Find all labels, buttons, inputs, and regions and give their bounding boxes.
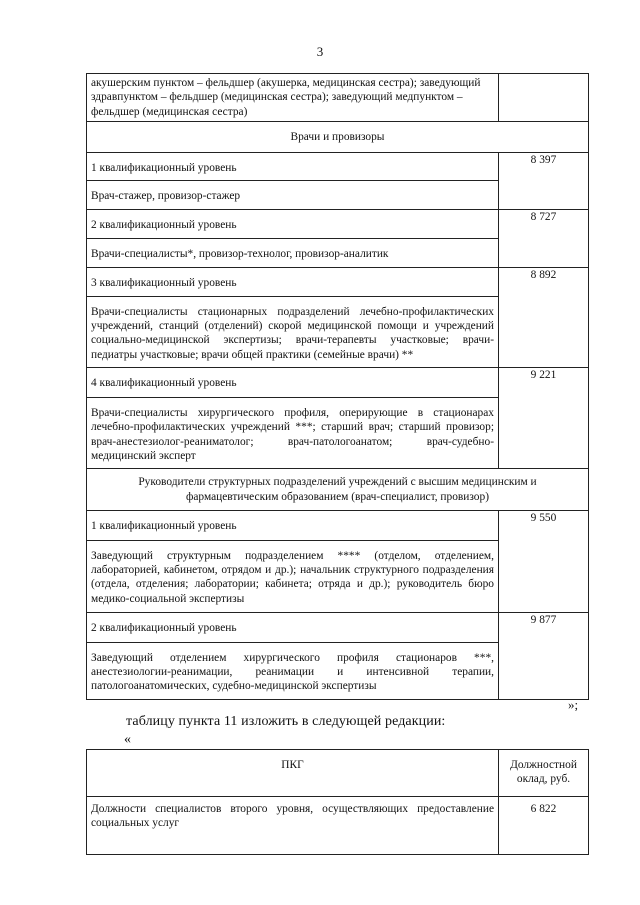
level-label: 1 квалификационный уровень [87, 511, 499, 540]
table-row [87, 613, 589, 642]
table-row [87, 210, 589, 238]
positions-cell: Врачи-специалисты хирургического профиля, оперирующие в стационарах лечебно-профилактических учреждений ***; старший врач; старший провизор; врач-анестезиолог-реаниматолог; врач-патологоанатом; врач-судебно-медицинский эксперт [87, 397, 499, 469]
positions-cell: Должности специалистов второго уровня, осуществляющих предоставление социальных услуг [87, 797, 499, 855]
positions-cell: акушерским пунктом – фельдшер (акушерка, медицинская сестра); заведующий здравпунктом – фельдшер (медицинская сестра); заведующий медпунктом – фельдшер (медицинская сестра) [87, 74, 499, 122]
table-header-row [87, 750, 589, 797]
salary-table [86, 73, 589, 700]
level-label: 3 квалификационный уровень [87, 268, 499, 296]
salary-value: 8 727 [499, 210, 589, 268]
salary-value: 6 822 [499, 797, 589, 855]
salary-value: 9 877 [499, 613, 589, 700]
level-label: 1 квалификационный уровень [87, 152, 499, 180]
table-row [87, 797, 589, 855]
salary-value: 8 892 [499, 268, 589, 368]
page-number: 3 [316, 44, 324, 59]
salary-value: 9 550 [499, 511, 589, 613]
level-label: 2 квалификационный уровень [87, 613, 499, 642]
positions-cell: Заведующий отделением хирургического профиля стационаров ***, анестезиологии-реанимации, реанимации и интенсивной терапии, патологоанатомических, судебно-медицинской экспертизы [87, 642, 499, 699]
instruction-text: таблицу пункта 11 изложить в следующей редакции: [126, 714, 446, 729]
table-row [87, 268, 589, 296]
positions-cell: Врач-стажер, провизор-стажер [87, 181, 499, 210]
section-title-doctors: Врачи и провизоры [87, 122, 589, 152]
opening-quote: « [124, 732, 131, 747]
salary-value: 9 221 [499, 368, 589, 469]
positions-cell: Заведующий структурным подразделением **** (отделом, отделением, лабораторией, кабинетом, отрядом и др.); начальник структурного подразделения (отдела, отделения; лаборатории; кабинета; отряда и др.); руководитель бюро медико-социальной экспертизы [87, 540, 499, 613]
table-row [87, 74, 589, 122]
salary-value: 8 397 [499, 152, 589, 210]
salary-cell-empty [499, 74, 589, 122]
positions-cell: Врачи-специалисты стационарных подразделений лечебно-профилактических учреждений, станций (отделений) скорой медицинской помощи и учреждений социально-медицинской экспертизы; врачи-терапевты участковые; врачи-педиатры участковые; врачи общей практики (семейные врачи) ** [87, 296, 499, 368]
section-row [87, 469, 589, 511]
section-row [87, 122, 589, 152]
table-row [87, 368, 589, 397]
level-label: 4 квалификационный уровень [87, 368, 499, 397]
table-row [87, 511, 589, 540]
header-pkg: ПКГ [87, 750, 499, 797]
table-row [87, 152, 589, 180]
closing-quote: »; [568, 697, 579, 712]
header-salary: Должностной оклад, руб. [499, 750, 589, 797]
pkg-table [86, 749, 589, 855]
positions-cell: Врачи-специалисты*, провизор-технолог, провизор-аналитик [87, 238, 499, 267]
level-label: 2 квалификационный уровень [87, 210, 499, 238]
section-title-heads: Руководители структурных подразделений учреждений с высшим медицинским и фармацевтическим образованием (врач-специалист, провизор) [87, 469, 589, 511]
